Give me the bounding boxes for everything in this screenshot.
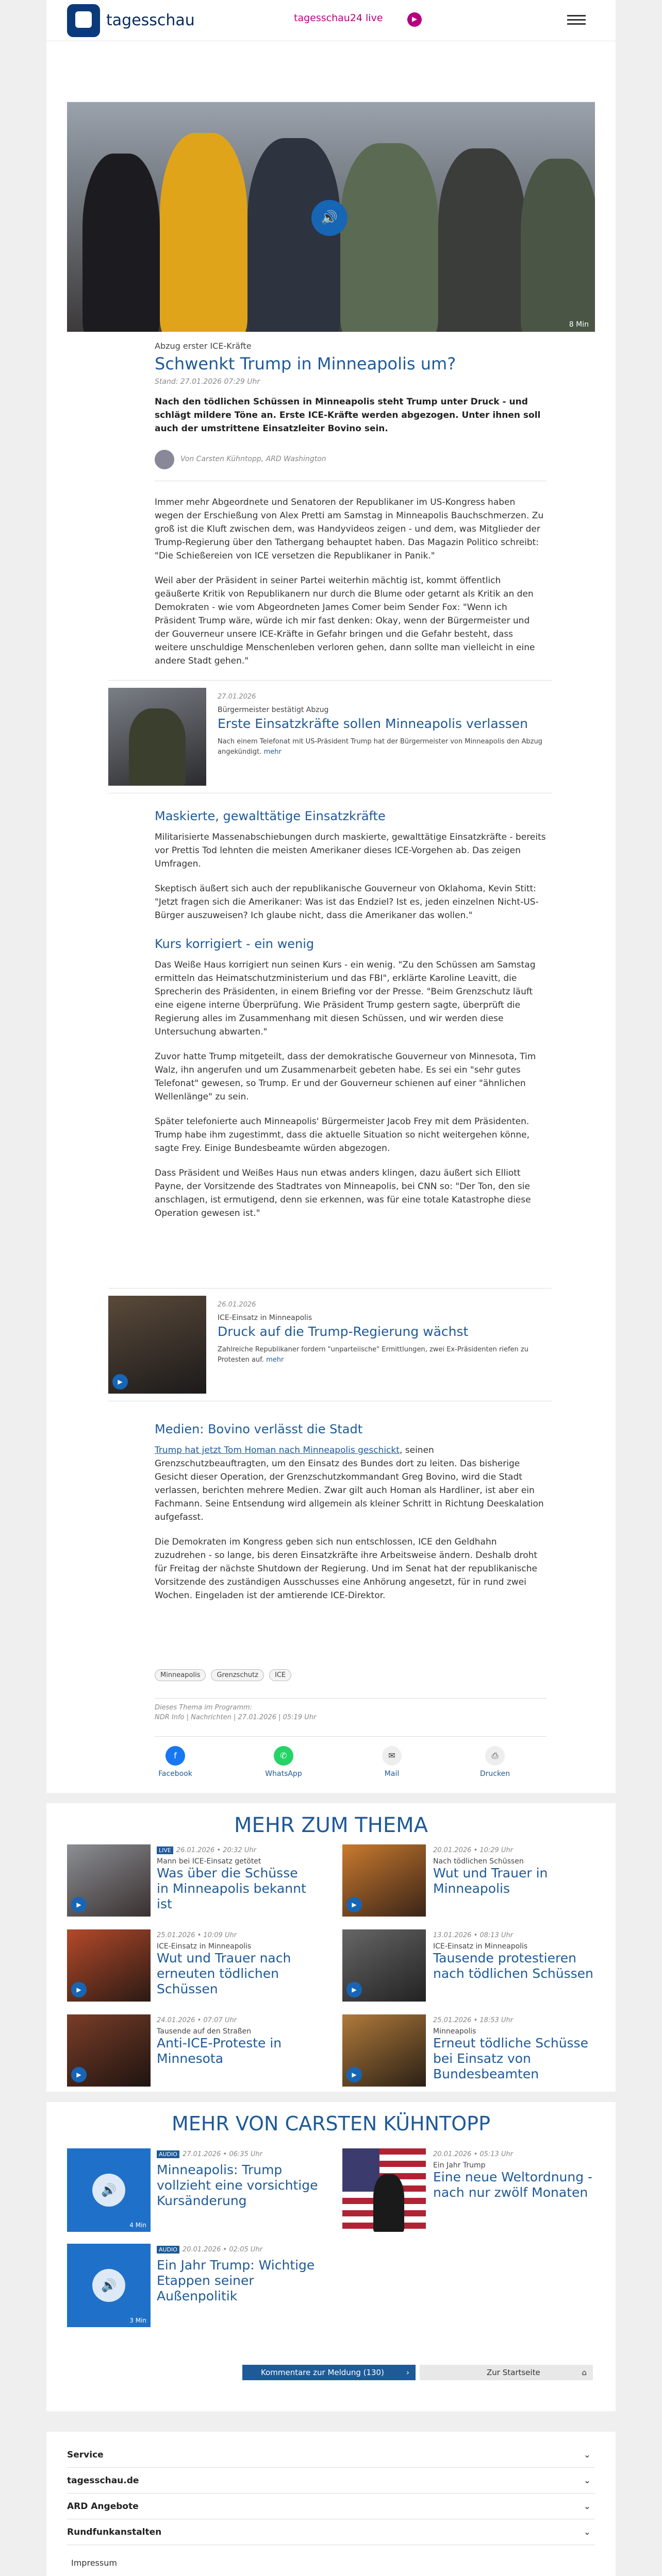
teaser-topline: ICE-Einsatz in Minneapolis [218,1314,312,1322]
article-date: Stand: 27.01.2026 07:29 Uhr [155,378,260,386]
speaker-icon: 🔊 [92,2269,125,2302]
teaser-title[interactable]: Anti-ICE-Proteste in Minnesota [157,2036,282,2066]
chevron-down-icon: ⌄ [583,2501,591,2512]
program-label: Dieses Thema im Programm: [155,1704,253,1711]
teaser-title[interactable]: Erste Einsatzkräfte sollen Minneapolis verlassen [218,716,528,731]
live-stream-link[interactable]: tagesschau24 live [294,12,383,24]
share-bar [155,1736,547,1777]
mail-icon: ✉ [382,1746,402,1766]
paragraph: Immer mehr Abgeordnete und Senatoren der Republikaner im US-Kongress haben wegen der Erschießung von Alex Pretti am Samstag in Minneapolis Bauchschmerzen. Zu groß ist die Kluft zwischen dem, was Handyvideos zeigen - und dem, was Mitglieder der Trump-Regierung über den Tathergang behauptet haben. Das Magazin Politico schreibt: "Die Schießereien von ICE versetzen die Republikaner in Panik." [155,497,544,561]
author-line [155,450,547,470]
teaser-image[interactable] [108,1296,206,1394]
paragraph: Das Weiße Haus korrigiert nun seinen Kurs - ein wenig. "Zu den Schüssen am Samstag ermitteln das Heimatschutzministerium und das FBI", erklärte Karoline Leavitt, die Sprecherin des Präsidenten, in einem Briefing vor der Presse. "Beim Grenzschutz läuft eine eigene interne Überprüfung. Wie Präsident Trump gestern sagte, überprüft die Regierung alles im Zusammenhang mit diesen Schüssen, und wir werden diese Untersuchung abwarten." [155,960,536,1037]
section-heading: Medien: Bovino verlässt die Stadt [155,1422,363,1436]
chevron-right-icon: › [406,2368,409,2377]
share-mail[interactable]: ✉ Mail [371,1746,412,1778]
facebook-icon: f [166,1746,185,1766]
chevron-down-icon: ⌄ [583,2527,591,2537]
play-icon[interactable]: ▶ [112,1374,128,1389]
footer-row-service[interactable]: Service ⌄ [67,2442,595,2468]
paragraph: , seinen Grenzschutzbeauftragten, um den Einsatz des Bundes dort zu leiten. Das bisherige Gesicht dieser Operation, der Grenzschutzkommandant Greg Bovino, wird die Stadt verlassen, berichten mehrere Medien. Zwar gilt auch Homan als Hardliner, ist aber ein Fachmann. Seine Entsendung wird allgemein als kleiner Schritt in Richtung Deeskalation aufgefasst. [155,1445,544,1522]
section-heading: Kurs korrigiert - ein wenig [155,937,315,951]
teaser-title[interactable]: Wut und Trauer nach erneuten tödlichen Schüssen [157,1951,291,1996]
teaser-date: 27.01.2026 • 06:35 Uhr [182,2150,263,2158]
teaser-topline: ICE-Einsatz in Minneapolis [433,1942,528,1951]
section-heading: Maskierte, gewalttätige Einsatzkräfte [155,809,386,823]
teaser-title[interactable]: Wut und Trauer in Minneapolis [433,1866,548,1896]
teaser-date: 25.01.2026 • 10:09 Uhr [157,1931,237,1939]
play-video-icon[interactable]: 🔊 [311,200,347,236]
audio-badge: AUDIO [157,2246,179,2253]
play-icon[interactable]: ▶ [407,12,422,27]
teaser-title[interactable]: Tausende protestieren nach tödlichen Schüssen [433,1951,593,1981]
hero-video[interactable] [67,102,595,332]
paragraph: Zuvor hatte Trump mitgeteilt, dass der demokratische Gouverneur von Minnesota, Tim Walz, ihn angerufen und um Zusammenarbeit gebeten habe. Es sei ein "sehr gutes Telefonat" gewesen, so Trump. Er und der Gouverneur schienen auf einer "ähnlichen Wellenlänge" zu sein. [155,1052,536,1102]
teaser-title[interactable]: Ein Jahr Trump: Wichtige Etappen seiner Außenpolitik [157,2258,315,2303]
teaser-date: 25.01.2026 • 18:53 Uhr [433,2016,514,2024]
more-author-section [46,2102,616,2411]
audio-teaser-image[interactable] [67,2244,151,2327]
paragraph: Weil aber der Präsident in seiner Partei weiterhin mächtig ist, kommt öffentlich geäußerte Kritik von Republikanern nur durch die Blume oder getarnt als Kritik an den Demokraten - wie vom Abgeordneten James Comer beim Sender Fox: "Wenn ich Präsident Trump wäre, würde ich mir fast denken: Okay, wenn der Bürgermeister und der Gouverneur unsere ICE-Kräfte in Gefahr bringen und die Gefahr besteht, dass weitere unschuldige Menschenleben verloren gehen, dann sollte man vielleicht in eine andere Stadt gehen." [155,575,535,666]
paragraph: Die Demokraten im Kongress geben sich nun entschlossen, ICE den Geldhahn zuzudrehen - so lange, bis deren Einsatzkräfte ihre Arbeitsweise ändern. Deshalb droht für Freitag der nächste Shutdown der Regierung. Und im Senat hat der republikanische Vorsitzende des zuständigen Ausschusses eine Anhörung angesetzt, für in rund zwei Wochen. Eingeladen ist der amtierende ICE-Direktor. [155,1537,538,1601]
teaser-topline: Ein Jahr Trump [433,2161,486,2170]
play-icon[interactable]: ▶ [346,1897,362,1912]
teaser-title[interactable]: Eine neue Weltordnung - nach nur zwölf Monaten [433,2170,593,2200]
teaser-image[interactable] [108,688,206,786]
program-info: NDR Info | Nachrichten | 27.01.2026 | 05:19 Uhr [155,1714,317,1721]
teaser-title[interactable]: Was über die Schüsse in Minneapolis bekannt ist [157,1866,306,1911]
footer-row-rundfunkanstalten[interactable]: Rundfunkanstalten ⌄ [67,2519,595,2545]
play-icon[interactable]: ▶ [71,1982,87,1997]
chevron-down-icon: ⌄ [583,2450,591,2460]
teaser-title[interactable]: Erneut tödliche Schüsse bei Einsatz von Bundesbeamten [433,2036,588,2081]
teaser-image[interactable] [342,2148,426,2232]
teaser-topline: Mann bei ICE-Einsatz getötet [157,1857,261,1866]
live-badge: LIVE [157,1846,173,1854]
paragraph: Skeptisch äußert sich auch der republikanische Gouverneur von Oklahoma, Kevin Stitt: "Jetzt fragen sich die Amerikaner: Was ist das Endziel? Ist es, jeden einzelnen Nicht-US-Bürger auszuweisen? Ich glaube nicht, dass die Amerikaner das wollen." [155,884,539,921]
tagesschau-logo-icon[interactable] [67,4,100,37]
section-title: MEHR VON CARSTEN KÜHNTOPP [171,2112,491,2135]
teaser-more-link[interactable]: mehr [263,748,282,756]
share-facebook[interactable]: f Facebook [155,1746,196,1778]
teaser-topline: Bürgermeister bestätigt Abzug [218,706,329,714]
teaser-topline: Minneapolis [433,2027,476,2036]
play-icon[interactable]: ▶ [346,1982,362,1997]
teaser-image[interactable] [67,1844,151,1917]
whatsapp-icon: ✆ [274,1746,293,1766]
audio-teaser-image[interactable] [67,2148,151,2232]
section-title: MEHR ZUM THEMA [234,1814,428,1837]
play-icon[interactable]: ▶ [71,2067,87,2082]
site-logo-text[interactable]: tagesschau [106,11,195,29]
paragraph: Später telefonierte auch Minneapolis' Bürgermeister Jacob Frey mit dem Präsidenten. Trump habe ihm zugestimmt, dass die aktuelle Situation so nicht weitergehen könne, sagte Frey. Einige Bundesbeamte würden abgezogen. [155,1116,529,1154]
teaser-title[interactable]: Minneapolis: Trump vollzieht eine vorsichtige Kursänderung [157,2162,318,2208]
footer-link-impressum[interactable]: Impressum [71,2558,117,2568]
teaser-date: 20.01.2026 • 10:29 Uhr [433,1846,514,1854]
video-duration: 8 Min [569,320,589,329]
speaker-icon: 🔊 [92,2174,125,2207]
teaser-date: 24.01.2026 • 07:07 Uhr [157,2016,237,2024]
footer-row-ard-angebote[interactable]: ARD Angebote ⌄ [67,2494,595,2519]
teaser-image[interactable] [342,1929,426,2002]
article-card [46,41,616,1793]
article-lead: Nach den tödlichen Schüssen in Minneapolis steht Trump unter Druck - und schlägt mildere Töne an. Erste ICE-Kräfte werden abgezogen. Unter ihnen soll auch der umstrittene Einsatzleiter Bovino sein. [155,397,541,434]
teaser-image[interactable] [67,1929,151,2002]
teaser-date: 26.01.2026 • 20:32 Uhr [176,1846,256,1854]
teaser-image[interactable] [67,2014,151,2087]
audio-duration: 3 Min [129,2317,146,2324]
footer-row-tagesschau[interactable]: tagesschau.de ⌄ [67,2468,595,2494]
tag-grenzschutz[interactable]: Grenzschutz [211,1669,264,1681]
hamburger-menu-icon[interactable] [567,12,586,28]
inline-teaser[interactable] [108,1288,552,1401]
share-whatsapp[interactable]: ✆ WhatsApp [263,1746,304,1778]
inline-teaser[interactable] [108,680,552,793]
site-header [46,0,616,41]
teaser-topline: ICE-Einsatz in Minneapolis [157,1942,252,1951]
site-footer [46,2432,616,2576]
author-avatar [155,450,174,469]
teaser-title[interactable]: Druck auf die Trump-Regierung wächst [218,1324,469,1339]
home-button[interactable]: Zur Startseite ⌂ [420,2365,593,2380]
teaser-date: 26.01.2026 [218,1301,256,1309]
teaser-date: 20.01.2026 • 02:05 Uhr [182,2246,263,2253]
teaser-date: 27.01.2026 [218,693,256,701]
teaser-date: 20.01.2026 • 05:13 Uhr [433,2150,514,2158]
teaser-more-link[interactable]: mehr [266,1356,284,1364]
author-name[interactable]: Von Carsten Kühntopp, ARD Washington [180,455,326,463]
article-topline: Abzug erster ICE-Kräfte [155,341,252,351]
play-icon[interactable]: ▶ [346,2067,362,2082]
play-icon[interactable]: ▶ [71,1897,87,1912]
teaser-text: Nach einem Telefonat mit US-Präsident Trump hat der Bürgermeister von Minneapolis den Abzug angekündigt. [218,738,542,756]
teaser-topline: Tausende auf den Straßen [157,2027,252,2036]
audio-badge: AUDIO [157,2150,179,2158]
more-topic-section [46,1803,616,2092]
tag-minneapolis[interactable]: Minneapolis [155,1669,206,1681]
chevron-down-icon: ⌄ [583,2476,591,2486]
article-title: Schwenkt Trump in Minneapolis um? [155,354,456,374]
teaser-image[interactable] [342,1844,426,1917]
comments-button[interactable]: Kommentare zur Meldung (130) › [242,2365,416,2380]
paragraph: Militarisierte Massenabschiebungen durch maskierte, gewalttätige Einsatzkräfte - bereits vor Prettis Tod lehnten die meisten Amerikaner dieses ICE-Vorgehen ab. Das zeigen Umfragen. [155,832,546,869]
teaser-image[interactable] [342,2014,426,2087]
print-icon: ⎙ [485,1746,505,1766]
share-print[interactable]: ⎙ Drucken [474,1746,516,1778]
tag-list [155,1669,547,1681]
homan-link[interactable]: Trump hat jetzt Tom Homan nach Minneapolis geschickt [155,1445,400,1455]
teaser-text: Zahlreiche Republikaner fordern "unparteiische" Ermittlungen, zwei Ex-Präsidenten riefen zu Protesten auf. [218,1346,528,1364]
teaser-date: 13.01.2026 • 08:13 Uhr [433,1931,514,1939]
paragraph: Dass Präsident und Weißes Haus nun etwas anders klingen, dazu äußert sich Elliott Payne, der Vorsitzende des Stadtrates von Minneapolis, bei CNN so: "Der Ton, den sie anschlagen, ist ermutigend, denn sie erkennen, was für eine totale Katastrophe diese Operation gewesen ist." [155,1168,531,1218]
tag-ice[interactable]: ICE [269,1669,291,1681]
teaser-topline: Nach tödlichen Schüssen [433,1857,524,1866]
audio-duration: 4 Min [129,2222,146,2229]
home-icon: ⌂ [582,2368,587,2377]
